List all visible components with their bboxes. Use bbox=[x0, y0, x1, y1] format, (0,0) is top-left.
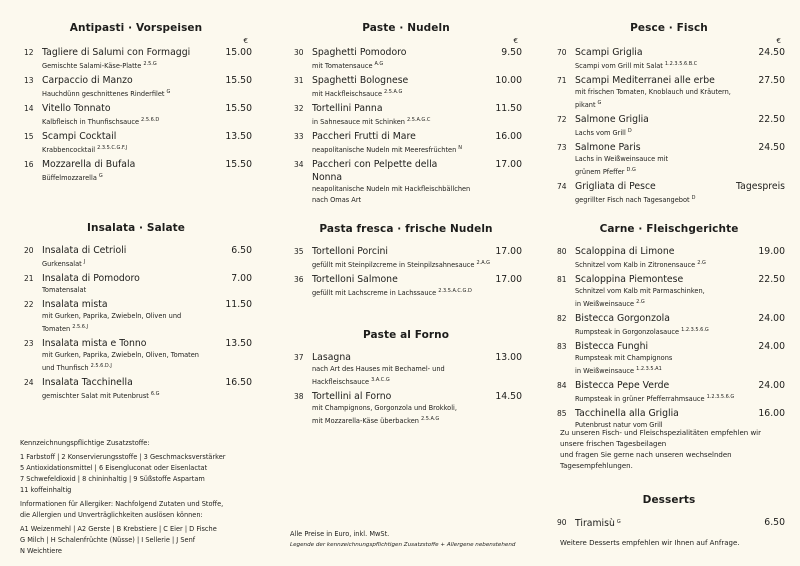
section-paste bbox=[290, 20, 522, 208]
item-name bbox=[42, 102, 252, 115]
item-allergen-codes: A.G bbox=[374, 61, 384, 67]
item-name-text: Tortellini al Forno bbox=[312, 391, 392, 402]
item-name-text: Scaloppina Piemontese bbox=[575, 274, 684, 285]
item-price: 10.00 bbox=[495, 75, 522, 86]
item-allergen-codes: 2.3.5.C.G.F.J bbox=[97, 145, 128, 151]
item-number: 80 bbox=[557, 247, 567, 256]
item-description-text: in Sahnesauce mit Schinken bbox=[312, 118, 405, 126]
item-allergen-codes: 1.2.3.5.A1 bbox=[636, 366, 662, 372]
item-description-text: gefüllt mit Lachscreme in Lachssauce bbox=[312, 289, 437, 297]
item-name-text: Scaloppina di Limone bbox=[575, 246, 675, 257]
item-allergen-codes: 1.2.3.5.6.G bbox=[706, 394, 735, 400]
carne-note: Zu unseren Fisch- und Fleischspezialitäten empfehlen wir unsere frischen Tagesbeilagen und fragen Sie gerne nach unseren wechselnden Tagesempfehlungen. bbox=[560, 429, 761, 470]
item-description-text: Kalbfleisch in Thunfischsauce bbox=[42, 118, 140, 126]
item-allergen-codes: 1.2.3.5.6.B.C bbox=[664, 61, 698, 67]
item-price: 24.00 bbox=[758, 313, 785, 324]
item-name bbox=[575, 74, 785, 87]
item-description bbox=[42, 171, 252, 184]
item-allergen-codes: 2.5.A.G bbox=[420, 416, 440, 422]
item-name bbox=[312, 390, 522, 403]
item-description-text: nach Art des Hauses mit Bechamel- und Hackfleischsauce bbox=[312, 365, 445, 386]
item-price: 6.50 bbox=[231, 245, 252, 256]
item-name bbox=[312, 74, 522, 87]
item-description bbox=[312, 286, 522, 299]
item-description-text: Schnitzel vom Kalb mit Parmaschinken, in Weißweinsauce bbox=[575, 287, 705, 308]
menu-item bbox=[20, 130, 252, 156]
item-price: 24.00 bbox=[758, 341, 785, 352]
item-description bbox=[312, 184, 522, 206]
item-name-text: Scampi Cocktail bbox=[42, 131, 117, 142]
item-name-text: Tortellini Panna bbox=[312, 103, 383, 114]
section-title: Insalata · Salate bbox=[87, 222, 185, 234]
item-price: 16.50 bbox=[225, 377, 252, 388]
section-insalata bbox=[20, 220, 252, 404]
item-price: 11.50 bbox=[495, 103, 522, 114]
item-name-text: Lasagna bbox=[312, 352, 351, 363]
item-description bbox=[312, 87, 522, 100]
dessert-note: Weitere Desserts empfehlen wir Ihnen auf Anfrage. bbox=[560, 539, 740, 547]
item-price: 13.50 bbox=[225, 131, 252, 142]
menu-item bbox=[20, 102, 252, 128]
section-title: Antipasti · Vorspeisen bbox=[69, 22, 203, 34]
item-name bbox=[42, 272, 252, 285]
item-price: 17.00 bbox=[495, 274, 522, 285]
item-name bbox=[42, 244, 252, 257]
item-description-text: Putenbrust natur vom Grill bbox=[575, 421, 663, 429]
item-name bbox=[42, 298, 252, 311]
menu-item bbox=[553, 516, 785, 530]
item-description-text: Tomatensalat bbox=[42, 286, 87, 294]
menu-item bbox=[290, 158, 522, 206]
item-name-text: Insalata mista e Tonno bbox=[42, 338, 147, 349]
item-name bbox=[575, 245, 785, 258]
menu-item bbox=[20, 272, 252, 296]
item-description bbox=[42, 143, 252, 156]
item-description bbox=[575, 154, 785, 178]
item-name-text: Bistecca Funghi bbox=[575, 341, 649, 352]
item-allergen-codes: 3.A.C.G bbox=[371, 377, 390, 383]
item-price: 17.00 bbox=[495, 159, 522, 170]
item-name-text: Bistecca Pepe Verde bbox=[575, 380, 670, 391]
item-allergen-codes: 2.G bbox=[636, 299, 645, 305]
item-price: 24.50 bbox=[758, 47, 785, 58]
menu-item bbox=[553, 273, 785, 310]
item-number: 84 bbox=[557, 381, 567, 390]
item-description bbox=[42, 87, 252, 100]
item-description-text: Lachs vom Grill bbox=[575, 129, 626, 137]
item-description bbox=[575, 258, 785, 271]
item-name bbox=[42, 337, 252, 350]
menu-item bbox=[553, 74, 785, 111]
item-name bbox=[312, 351, 522, 364]
item-description-text: Gemischte Salami-Käse-Platte bbox=[42, 62, 142, 70]
item-description bbox=[575, 392, 785, 405]
item-allergen-codes: G bbox=[597, 100, 602, 106]
item-number: 36 bbox=[294, 275, 304, 284]
item-number: 21 bbox=[24, 274, 34, 283]
allergen-legend bbox=[20, 438, 270, 560]
section-pesce bbox=[553, 20, 785, 208]
item-description bbox=[575, 59, 785, 72]
item-number: 35 bbox=[294, 247, 304, 256]
additives-title: Kennzeichnungspflichtige Zusatzstoffe: bbox=[20, 439, 150, 447]
item-name-text: Salmone Paris bbox=[575, 142, 641, 153]
menu-item bbox=[20, 46, 252, 72]
menu-item bbox=[553, 46, 785, 72]
item-name bbox=[312, 102, 522, 115]
item-price: 15.50 bbox=[225, 75, 252, 86]
item-number: 31 bbox=[294, 76, 304, 85]
additives-list: 1 Farbstoff | 2 Konservierungsstoffe | 3 Geschmacksverstärker 5 Antioxidationsmittel | 6 Eisengluconat oder Eisenlactat 7 Schwefeldioxid | 8 chininhaltig | 9 Süßstoffe Aspartam 11 koffeinhaltig bbox=[20, 453, 226, 494]
item-number: 70 bbox=[557, 48, 567, 57]
item-name-text: Paccheri Frutti di Mare bbox=[312, 131, 416, 142]
item-description bbox=[575, 353, 785, 377]
allergy-title: Informationen für Allergiker: Nachfolgend Zutaten und Stoffe, die Allergien und Unverträglichkeiten auslösen können: bbox=[20, 500, 224, 519]
item-price: 19.00 bbox=[758, 246, 785, 257]
item-name-text: Carpaccio di Manzo bbox=[42, 75, 133, 86]
item-description bbox=[575, 87, 785, 111]
item-price: 17.00 bbox=[495, 246, 522, 257]
item-name bbox=[312, 245, 522, 258]
menu-item bbox=[20, 244, 252, 270]
item-description bbox=[42, 311, 252, 335]
item-description-text: neapolitanische Nudeln mit Meeresfrüchten bbox=[312, 146, 457, 154]
item-allergen-codes: 2.5.G bbox=[143, 61, 157, 67]
item-price: 11.50 bbox=[225, 299, 252, 310]
item-allergen-codes: 2.5.6.D.J bbox=[90, 363, 112, 369]
item-description bbox=[575, 286, 785, 310]
item-name-text: Tortelloni Porcini bbox=[312, 246, 389, 257]
item-name bbox=[42, 158, 252, 171]
item-name-text: Mozzarella di Bufala bbox=[42, 159, 136, 170]
item-description-text: Scampi vom Grill mit Salat bbox=[575, 62, 663, 70]
item-allergen-codes: J bbox=[83, 259, 86, 265]
item-price: 22.50 bbox=[758, 274, 785, 285]
section-title: Pasta fresca · frische Nudeln bbox=[319, 223, 493, 235]
item-number: 73 bbox=[557, 143, 567, 152]
item-description-text: Lachs in Weißweinsauce mit grünem Pfeffer bbox=[575, 155, 669, 176]
prices-note: Alle Preise in Euro, inkl. MwSt. bbox=[290, 530, 390, 538]
section-title: Pesce · Fisch bbox=[630, 22, 708, 34]
item-description-text: mit Tomatensauce bbox=[312, 62, 373, 70]
item-name bbox=[575, 379, 785, 392]
currency-label: € bbox=[776, 37, 781, 45]
item-description bbox=[42, 115, 252, 128]
menu-item bbox=[290, 102, 522, 128]
menu-item bbox=[553, 180, 785, 206]
item-price: 24.00 bbox=[758, 380, 785, 391]
item-allergen-codes: 2.5.A.G bbox=[384, 89, 403, 95]
item-description bbox=[575, 325, 785, 338]
item-price: 27.50 bbox=[758, 75, 785, 86]
item-description-text: gegrillter Fisch nach Tagesangebot bbox=[575, 196, 690, 204]
item-name-text: Bistecca Gorgonzola bbox=[575, 313, 670, 324]
item-name bbox=[42, 74, 252, 87]
section-carne bbox=[553, 221, 785, 433]
allergens-list: A1 Weizenmehl | A2 Gerste | B Krebstiere | C Eier | D Fische G Milch | H Schalenfrüchte (Nüsse) | I Sellerie | J Senf N Weichtiere bbox=[20, 525, 217, 555]
item-name-text: Paccheri con Pelpette della Nonna bbox=[312, 159, 438, 183]
item-number: 13 bbox=[24, 76, 34, 85]
item-name-text: Insalata di Cetrioli bbox=[42, 245, 127, 256]
item-price: 14.50 bbox=[495, 391, 522, 402]
item-name-text: Insalata di Pomodoro bbox=[42, 273, 140, 284]
item-allergen-codes: 1.2.3.5.6.G bbox=[681, 327, 709, 333]
item-description bbox=[42, 350, 252, 374]
item-name bbox=[575, 113, 785, 126]
item-name-text: Tacchinella alla Griglia bbox=[575, 408, 679, 419]
section-desserts bbox=[553, 492, 785, 532]
item-description bbox=[42, 257, 252, 270]
item-name bbox=[575, 340, 785, 353]
item-number: 85 bbox=[557, 409, 567, 418]
menu-item bbox=[553, 113, 785, 139]
item-name bbox=[42, 130, 252, 143]
menu-item bbox=[20, 158, 252, 184]
menu-item bbox=[290, 74, 522, 100]
item-description bbox=[42, 59, 252, 72]
item-description-text: mit Champignons, Gorgonzola und Brokkoli, mit Mozzarella-Käse überbacken bbox=[312, 404, 457, 425]
currency-label: € bbox=[243, 37, 248, 45]
item-description-text: gefüllt mit Steinpilzcreme in Steinpilzsahnesauce bbox=[312, 261, 475, 269]
menu-item bbox=[553, 312, 785, 338]
item-name bbox=[312, 130, 522, 143]
menu-item bbox=[20, 376, 252, 402]
item-name bbox=[312, 273, 522, 286]
section-title: Carne · Fleischgerichte bbox=[599, 223, 739, 235]
menu-item bbox=[290, 245, 522, 271]
legend-reference: Legende der kennzeichnungspflichtigen Zusatzstoffe + Allergene nebenstehend bbox=[290, 542, 516, 548]
item-allergen-codes: 2.G bbox=[697, 260, 706, 266]
item-name-text: Scampi Mediterranei alle erbe bbox=[575, 75, 715, 86]
item-description-text: mit Hackfleischsauce bbox=[312, 90, 382, 98]
item-number: 72 bbox=[557, 115, 567, 124]
menu-item bbox=[290, 273, 522, 299]
item-description-text: gemischter Salat mit Putenbrust bbox=[42, 392, 149, 400]
item-allergen-codes: D bbox=[627, 128, 632, 134]
item-number: 24 bbox=[24, 378, 34, 387]
item-number: 71 bbox=[557, 76, 567, 85]
item-number: 20 bbox=[24, 246, 34, 255]
item-allergen-codes: D.G bbox=[626, 167, 636, 173]
item-name bbox=[575, 516, 785, 530]
item-price: 24.50 bbox=[758, 142, 785, 153]
item-number: 37 bbox=[294, 353, 304, 362]
item-number: 14 bbox=[24, 104, 34, 113]
item-description-text: neapolitanische Nudeln mit Hackfleischbällchen nach Omas Art bbox=[312, 185, 471, 204]
item-name bbox=[575, 407, 785, 420]
item-name-text: Vitello Tonnato bbox=[42, 103, 111, 114]
item-name-text: Salmone Griglia bbox=[575, 114, 649, 125]
item-allergen-codes: 2.3.5.A.C.G.D bbox=[438, 288, 472, 294]
menu-item bbox=[20, 337, 252, 374]
item-name bbox=[312, 158, 522, 184]
item-number: 38 bbox=[294, 392, 304, 401]
item-price: 13.00 bbox=[495, 352, 522, 363]
item-description bbox=[42, 285, 252, 296]
item-allergen-codes: 6.G bbox=[150, 391, 160, 397]
menu-item bbox=[290, 46, 522, 72]
item-number: 81 bbox=[557, 275, 567, 284]
item-name-text: Spaghetti Pomodoro bbox=[312, 47, 407, 58]
item-name bbox=[575, 312, 785, 325]
item-allergen-codes: 2.5.A.G.C bbox=[406, 117, 431, 123]
item-description-text: Rumpsteak in Gorgonzolasauce bbox=[575, 328, 680, 336]
item-price: 13.50 bbox=[225, 338, 252, 349]
item-allergen-codes: 2.5.6.J bbox=[72, 324, 89, 330]
menu-item bbox=[553, 245, 785, 271]
item-name bbox=[312, 46, 522, 59]
item-number: 22 bbox=[24, 300, 34, 309]
item-description bbox=[312, 115, 522, 128]
item-allergen-codes: G bbox=[616, 519, 621, 525]
item-price: 16.00 bbox=[758, 408, 785, 419]
section-antipasti bbox=[20, 20, 252, 186]
item-name-text: Grigliata di Pesce bbox=[575, 181, 656, 192]
item-number: 30 bbox=[294, 48, 304, 57]
item-description-text: mit Gurken, Paprika, Zwiebeln, Oliven, Tomaten und Thunfisch bbox=[42, 351, 199, 372]
item-number: 23 bbox=[24, 339, 34, 348]
item-price: 7.00 bbox=[231, 273, 252, 284]
item-description-text: Hauchdünn geschnittenes Rinderfilet bbox=[42, 90, 165, 98]
section-paste-al-forno bbox=[290, 327, 522, 429]
item-description-text: Schnitzel vom Kalb in Zitronensauce bbox=[575, 261, 696, 269]
section-title: Paste · Nudeln bbox=[362, 22, 450, 34]
menu-item bbox=[290, 130, 522, 156]
item-number: 82 bbox=[557, 314, 567, 323]
item-number: 33 bbox=[294, 132, 304, 141]
item-name bbox=[575, 46, 785, 59]
menu-item bbox=[290, 351, 522, 388]
item-price: 15.50 bbox=[225, 103, 252, 114]
item-number: 74 bbox=[557, 182, 567, 191]
item-number: 90 bbox=[557, 518, 567, 527]
item-name bbox=[42, 376, 252, 389]
item-description bbox=[312, 59, 522, 72]
item-allergen-codes: G bbox=[98, 173, 103, 179]
item-name-text: Tiramisù bbox=[575, 518, 615, 529]
item-name bbox=[42, 46, 252, 59]
item-price: 16.00 bbox=[495, 131, 522, 142]
item-number: 34 bbox=[294, 160, 304, 169]
menu-item bbox=[553, 141, 785, 178]
item-price: 15.00 bbox=[225, 47, 252, 58]
price-footer bbox=[290, 529, 540, 551]
menu-item bbox=[553, 379, 785, 405]
item-name-text: Insalata Tacchinella bbox=[42, 377, 133, 388]
section-title: Paste al Forno bbox=[362, 329, 450, 341]
item-description bbox=[575, 193, 785, 206]
item-name-text: Tortelloni Salmone bbox=[312, 274, 398, 285]
item-name-text: Insalata mista bbox=[42, 299, 108, 310]
item-description-text: Büffelmozzarella bbox=[42, 174, 97, 182]
item-number: 83 bbox=[557, 342, 567, 351]
item-description-text: Gurkensalat bbox=[42, 260, 82, 268]
item-description bbox=[312, 143, 522, 156]
item-price: 9.50 bbox=[501, 47, 522, 58]
item-price: Tagespreis bbox=[736, 181, 785, 192]
section-pasta-fresca bbox=[290, 221, 522, 301]
item-price: 22.50 bbox=[758, 114, 785, 125]
item-description-text: Rumpsteak in grüner Pfefferrahmsauce bbox=[575, 395, 705, 403]
item-description bbox=[312, 403, 522, 427]
item-description-text: mit frischen Tomaten, Knoblauch und Kräutern, pikant bbox=[575, 88, 731, 109]
item-description bbox=[312, 258, 522, 271]
menu-item bbox=[20, 298, 252, 335]
item-description-text: Krabbencocktail bbox=[42, 146, 96, 154]
item-number: 32 bbox=[294, 104, 304, 113]
item-price: 15.50 bbox=[225, 159, 252, 170]
menu-item bbox=[290, 390, 522, 427]
item-allergen-codes: 2.A.G bbox=[476, 260, 491, 266]
item-allergen-codes: D bbox=[691, 195, 696, 201]
section-title: Desserts bbox=[642, 494, 696, 506]
item-number: 15 bbox=[24, 132, 34, 141]
item-name-text: Scampi Griglia bbox=[575, 47, 643, 58]
menu-item bbox=[20, 74, 252, 100]
item-description bbox=[312, 364, 522, 388]
item-description bbox=[575, 126, 785, 139]
item-number: 12 bbox=[24, 48, 34, 57]
item-allergen-codes: N bbox=[458, 145, 463, 151]
item-name-text: Tagliere di Salumi con Formaggi bbox=[42, 47, 191, 58]
menu-item bbox=[553, 340, 785, 377]
item-name bbox=[575, 273, 785, 286]
currency-label: € bbox=[513, 37, 518, 45]
item-name bbox=[575, 141, 785, 154]
item-number: 16 bbox=[24, 160, 34, 169]
item-description-text: mit Gurken, Paprika, Zwiebeln, Oliven und Tomaten bbox=[42, 312, 182, 333]
item-description bbox=[42, 389, 252, 402]
item-allergen-codes: 2.5.6.D bbox=[141, 117, 160, 123]
item-name-text: Spaghetti Bolognese bbox=[312, 75, 409, 86]
item-allergen-codes: G bbox=[166, 89, 171, 95]
item-description-text: Rumpsteak mit Champignons in Weißweinsauce bbox=[575, 354, 673, 375]
item-price: 6.50 bbox=[764, 517, 785, 528]
